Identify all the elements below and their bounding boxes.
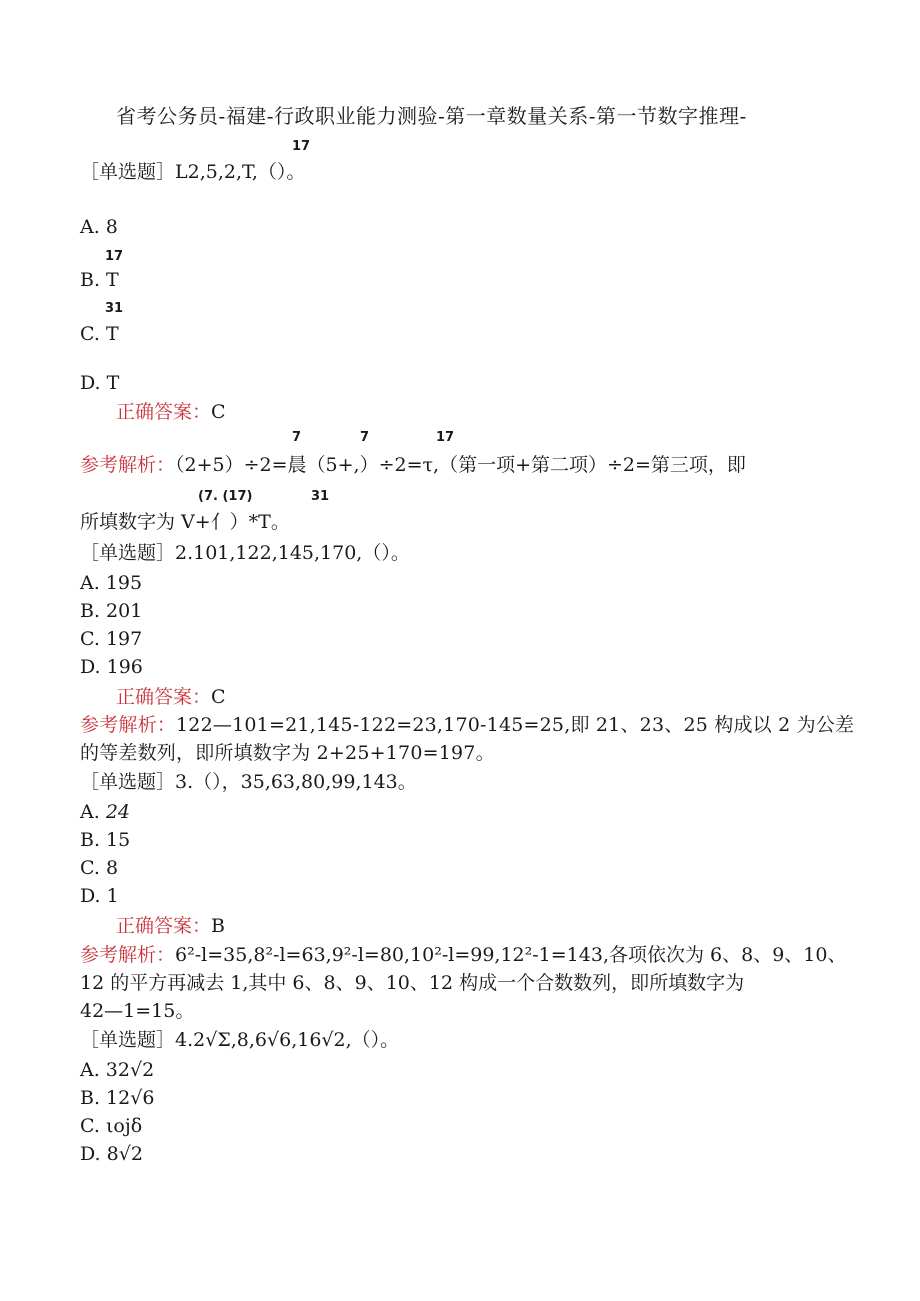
- q1-option-b-superscript: 17: [105, 249, 124, 264]
- q3-analysis-label: 参考解析：: [80, 944, 176, 966]
- q1-answer-label: 正确答案：: [116, 401, 212, 423]
- q2-answer-value: C: [211, 686, 226, 708]
- q1-analysis-text-1: （2+5）÷2=晨（5+,）÷2=τ,（第一项+第二项）÷2=第三项，即: [175, 454, 746, 476]
- q2-analysis-text-1: 122—101=21,145-122=23,170-145=25,即 21、23、25 构成以 2 为公差: [176, 714, 855, 736]
- q4-option-d: D. 8√2: [80, 1143, 143, 1165]
- q3-option-a-prefix: A.: [80, 801, 106, 823]
- q3-option-c: C. 8: [80, 857, 119, 879]
- q4-option-c: C. ιojδ: [80, 1115, 143, 1137]
- q1-analysis-sup-2: 7: [360, 430, 370, 445]
- q1-analysis-line-1: [80, 453, 746, 477]
- q1-stem: ［单选题］L2,5,2,T,（）。: [80, 161, 306, 183]
- q1-answer: [116, 400, 226, 424]
- q2-analysis-line-2: 的等差数列，即所填数字为 2+25+170=197。: [80, 742, 495, 764]
- q3-answer-value: B: [211, 915, 225, 937]
- q2-analysis-label: 参考解析：: [80, 714, 177, 736]
- q1-answer-value: C: [211, 401, 226, 423]
- q1-option-c-superscript: 31: [105, 301, 124, 316]
- q4-option-b: B. 12√6: [80, 1087, 155, 1109]
- q1-analysis-label: 参考解析：: [80, 454, 176, 476]
- q1-analysis-sup-1: 7: [292, 430, 302, 445]
- q3-answer: [116, 914, 225, 938]
- q2-option-d: D. 196: [80, 656, 143, 678]
- q4-option-a: A. 32√2: [80, 1059, 155, 1081]
- q3-analysis-line-1: [80, 943, 846, 967]
- page-title: 省考公务员-福建-行政职业能力测验-第一章数量关系-第一节数字推理-: [116, 104, 747, 128]
- q3-option-a: [80, 800, 130, 824]
- q1-analysis-sup-5: 31: [311, 489, 330, 504]
- q2-answer: [116, 685, 226, 709]
- q1-analysis-line-2: 所填数字为 V+亻）*T。: [80, 511, 290, 533]
- q3-option-b: B. 15: [80, 829, 131, 851]
- q3-option-a-value: 24: [105, 801, 130, 823]
- q1-option-c: C. T: [80, 323, 119, 345]
- q1-analysis-sup-3: 17: [436, 430, 455, 445]
- q2-analysis-line-1: [80, 713, 854, 737]
- q2-option-a: A. 195: [80, 572, 143, 594]
- q3-analysis-line-2: 12 的平方再减去 1,其中 6、8、9、10、12 构成一个合数数列，即所填数字为: [80, 972, 745, 994]
- q3-analysis-line-3: 42—1=15。: [80, 1000, 195, 1022]
- q1-option-d: D. T: [80, 372, 120, 394]
- q3-option-d: D. 1: [80, 885, 119, 907]
- q3-analysis-text-1: 6²-l=35,8²-l=63,9²-l=80,10²-l=99,12²-1=143,各项依次为 6、8、9、10、: [175, 944, 847, 966]
- q1-analysis-sup-4: (7. (17): [198, 489, 253, 504]
- q1-option-b: B. T: [80, 269, 119, 291]
- q4-stem: ［单选题］4.2√Σ,8,6√6,16√2,（）。: [80, 1029, 400, 1051]
- q1-option-a: A. 8: [80, 216, 118, 238]
- q2-answer-label: 正确答案：: [116, 686, 212, 708]
- q3-answer-label: 正确答案：: [116, 915, 212, 937]
- q2-option-c: C. 197: [80, 628, 143, 650]
- q2-option-b: B. 201: [80, 600, 143, 622]
- q2-stem: ［单选题］2.101,122,145,170,（）。: [80, 542, 410, 564]
- q1-stem-superscript: 17: [292, 139, 311, 154]
- q3-stem: ［单选题］3.（），35,63,80,99,143。: [80, 771, 417, 793]
